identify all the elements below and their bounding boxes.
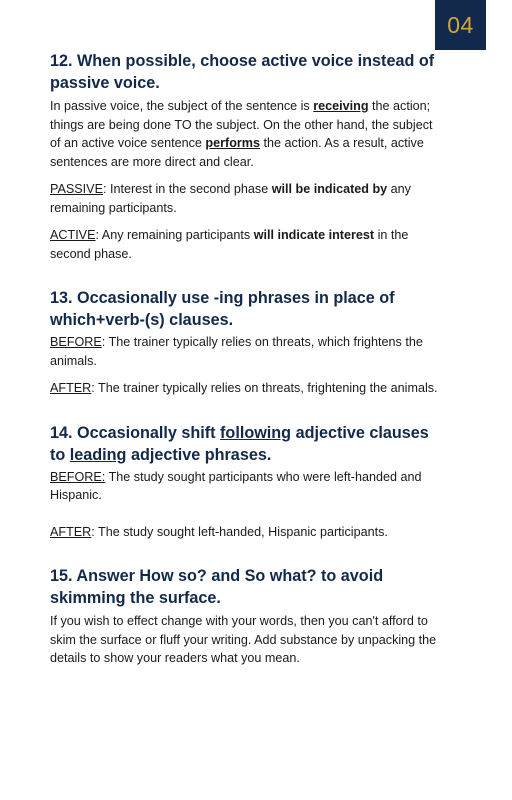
text-run: adjective phrases. (126, 445, 272, 464)
text-run: : The study sought left-handed, Hispanic participants. (91, 524, 388, 539)
text-run: in the second phase. (50, 228, 409, 261)
section-12-intro (50, 97, 446, 171)
section-12-passive-example (50, 180, 446, 217)
example-label-before: BEFORE: (50, 469, 106, 484)
text-run: any remaining participants. (50, 182, 411, 215)
example-label-passive: PASSIVE (50, 182, 103, 196)
section-13-heading: 13. Occasionally use -ing phrases in place of which+verb-(s) clauses. (50, 289, 395, 329)
text-run: 14. Occasionally shift (50, 423, 221, 442)
example-label-after: AFTER (50, 381, 92, 395)
document-content (50, 50, 446, 668)
example-label-after: AFTER (50, 524, 92, 539)
section-14-heading (50, 422, 446, 466)
text-run: the action. As a result, active sentences are more direct and clear. (50, 136, 424, 169)
example-label-active: ACTIVE (50, 228, 96, 242)
underlined-following: following (220, 423, 292, 442)
text-run: : The trainer typically relies on threats, frightening the animals. (91, 381, 438, 395)
emphasis-receiving: receiving (313, 99, 369, 113)
section-15-body: If you wish to effect change with your words, then you can't afford to skim the surface or fluff your writing. Add substance by unpacking the details to show your readers what you mean. (50, 614, 437, 665)
section-13-after-example (50, 379, 446, 398)
text-run: : Interest in the second phase (102, 182, 272, 196)
text-run: : The trainer typically relies on threats, which frightens the animals. (50, 335, 423, 368)
section-12-active-example (50, 226, 446, 263)
section-14-before-example (50, 468, 446, 505)
bold-phrase: will be indicated by (271, 182, 388, 196)
page-number: 04 (447, 11, 474, 38)
text-run: adjective clauses to (50, 423, 429, 464)
underlined-leading: leading (69, 445, 127, 464)
emphasis-performs: performs (205, 136, 261, 150)
example-label-before: BEFORE (50, 335, 102, 349)
page-number-badge (435, 0, 486, 50)
text-run: : Any remaining participants (95, 228, 254, 242)
text-run: the action; things are being done TO the subject. On the other hand, the subject of an active voice sentence (50, 99, 433, 150)
text-run: The study sought participants who were left-handed and Hispanic. (50, 469, 422, 502)
bold-phrase: will indicate interest (253, 228, 375, 242)
section-14-after-example (50, 523, 446, 542)
section-15-heading: 15. Answer How so? and So what? to avoid skimming the surface. (50, 567, 384, 607)
text-run: In passive voice, the subject of the sentence is (50, 99, 314, 113)
section-12-heading: 12. When possible, choose active voice instead of passive voice. (50, 52, 435, 92)
section-13-before-example (50, 333, 446, 370)
